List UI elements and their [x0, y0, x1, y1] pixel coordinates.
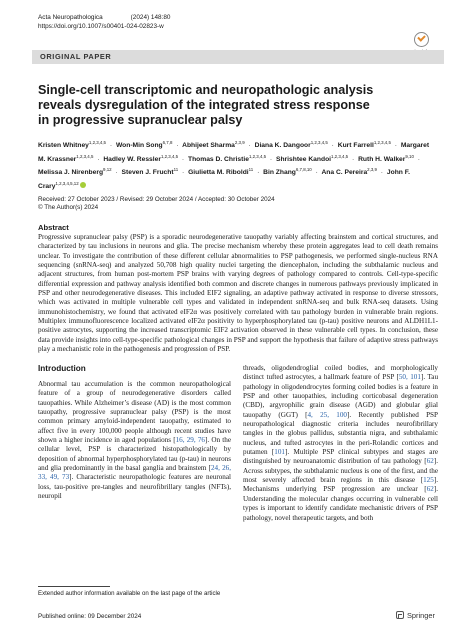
author-separator: ·	[182, 169, 185, 177]
author-separator: ·	[417, 155, 421, 163]
author-separator: ·	[269, 155, 273, 163]
author-name[interactable]: Margaret M. Krassner	[38, 142, 430, 163]
citation-link[interactable]: 4, 25, 100	[307, 410, 347, 419]
body-text-run: ]. Mechanisms underlying PSP progression are unclear [	[243, 476, 438, 494]
author-name[interactable]: Kurt Farrell	[337, 142, 374, 150]
body-column-right	[243, 364, 438, 523]
publisher-logo	[396, 611, 435, 620]
author-separator: ·	[315, 169, 318, 177]
author-affiliation: 9,12	[103, 167, 112, 173]
author-name[interactable]: Ruth H. Walker	[358, 155, 406, 163]
body-text-run: ]. Recently published PSP neuropathological diagnostic criteria includes neurofibrillary tangles in the globus pallidus, substantia nigra, and subthalamic nucleus, and tufted astrocytes in the peri-Rolandic cortices and putamen [	[243, 410, 438, 457]
author-affiliation: 2,3,9	[367, 167, 377, 173]
author-affiliation: 1,2,3,4,5	[88, 140, 106, 145]
body-text-run: ]. Understanding the molecular changes occurring in vulnerable cell types is important to identify candidate mechanistic drivers of PSP pathology, novel therapeutic targets, and both	[243, 485, 438, 522]
author-separator: ·	[176, 142, 179, 150]
author-name[interactable]: Melissa J. Nirenberg	[38, 169, 104, 177]
author-separator: ·	[331, 142, 334, 150]
footnote-divider	[38, 586, 110, 587]
author-name[interactable]: Thomas D. Christie	[188, 155, 249, 163]
abstract-heading: Abstract	[38, 223, 69, 232]
author-name[interactable]: John F. Crary	[38, 169, 410, 190]
article-type-badge: ORIGINAL PAPER	[32, 50, 444, 64]
body-text-run: threads, oligodendroglial coiled bodies, and morphologically distinct tufted astrocytes, a hallmark feature of PSP [	[243, 364, 438, 382]
article-title: Single-cell transcriptomic and neuropathologic analysis reveals dysregulation of the integrated stress response in progressive supranuclear palsy	[38, 83, 374, 127]
springer-horse-icon	[396, 611, 404, 619]
author-affiliation: 6,7,8	[162, 140, 173, 145]
author-name[interactable]: Won-Min Song	[115, 142, 163, 150]
author-name[interactable]: Diana K. Dangoor	[254, 142, 311, 150]
author-separator: ·	[394, 142, 397, 150]
author-separator: ·	[109, 142, 113, 150]
orcid-icon[interactable]	[80, 182, 86, 188]
citation-link[interactable]: 101	[274, 448, 285, 457]
body-text-run: Abnormal tau accumulation is the common neuropathological feature of a group of neurodegenerative disorders called tauopathies. While Alzheimer’s disease (AD) is the most common tauopathy, progressive supranuclear palsy (PSP) is the most common primary amyloid-independent tauopathy, estimated to affect five in every 100,000 people although recent studies have shown a higher incidence in aged populations [	[38, 380, 231, 445]
author-name[interactable]: Shrishtee Kandoi	[276, 155, 332, 163]
author-affiliation: 1,2,3,4,5	[373, 140, 391, 145]
author-affiliation: 6,7,8,10	[295, 167, 312, 173]
author-affiliation: 1,2,3,4,5,12	[55, 180, 79, 186]
author-affiliation: 1,2,3,4,5	[160, 153, 179, 159]
citation-link[interactable]: 125	[423, 476, 434, 485]
body-text-run: ]. On the cellular level, PSP is characterized histopathologically by deposition of abnormal hyperphosphorylated tau (p-tau) in neurons and glia predominantly in the basal ganglia and brainstem [	[38, 436, 232, 473]
author-separator: ·	[115, 169, 118, 177]
citation-link[interactable]: 50, 101	[398, 373, 421, 382]
citation-link[interactable]: 62	[426, 485, 434, 494]
copyright-line: © The Author(s) 2024	[38, 204, 99, 212]
abstract-section	[38, 223, 438, 354]
author-name[interactable]: Abhijeet Sharma	[182, 142, 235, 150]
author-separator: ·	[97, 155, 100, 163]
author-name[interactable]: Bin Zhang	[263, 169, 296, 177]
author-separator: ·	[181, 155, 185, 163]
citation-link[interactable]: 16, 29, 76	[175, 436, 205, 445]
author-name[interactable]: Hadley W. Ressler	[103, 155, 161, 163]
publisher-name: Springer	[407, 611, 435, 620]
author-affiliation: 1,2,3,4,5	[310, 140, 328, 145]
author-name[interactable]: Steven J. Frucht	[121, 169, 174, 177]
author-separator: ·	[257, 169, 260, 177]
journal-name: Acta Neuropathologica (2024) 148:80	[38, 14, 171, 21]
body-text-run: ]. Across subtypes, the subthalamic nucleus is one of the first, and the most severely affected brain regions in this disease [	[243, 457, 438, 485]
author-affiliation: 1,2,3,4,5	[76, 153, 94, 159]
abstract-text: Progressive supranuclear palsy (PSP) is a sporadic neurodegenerative tauopathy variably affecting brainstem and cortical structures, and characterized by tau inclusions in neurons and glia. The precise mechanism whereby these protein aggregates lead to cell death remains unclear. To investigate the contribution of these different cellular abnormalities to PSP pathogenesis, we performed single-nucleus RNA sequencing (snRNA-seq) and analyzed 50,708 high quality nuclei targeting the diencephalon, including the subthalamic nucleus and adjacent structures, from human post-mortem PSP brains with varying degrees of pathology compared to controls. Cell-type-specific differential expression and pathway analysis identified both common and discrete changes in numerous pathways previously implicated in PSP and other neurodegenerative diseases. This included EIF2 signaling, an adaptive pathway activated in response to diverse stressors, which was activated in multiple vulnerable cell types and validated in independent snRNA-seq and bulk RNA-seq datasets. Using immunohistochemistry, we found that activated eIF2α was positively correlated with tau pathology burden in vulnerable brain regions. Multiplex immunofluorescence localized activated eIF2α positivity to hyperphosphorylated tau (p-tau) positive neurons and ALDH1L1-positive astrocytes, supporting the increased transcriptomic EIF2 activation observed in these vulnerable cell types. In conclusion, these data provide insights into cell-type-specific pathological changes in PSP and support the hypothesis that failure of adaptive stress pathways play a mechanistic role in the pathogenesis and progression of PSP.	[38, 233, 438, 354]
body-text-run: ]. Characteristic neuropathologic features are neuronal loss, tau-positive pre-tangles and neurofibrillary tangles (NFTs), neuropil	[38, 473, 232, 501]
introduction-paragraph-left	[38, 380, 231, 501]
author-name[interactable]: Giulietta M. Riboldi	[188, 169, 249, 177]
journal-volume: (2024) 148:80	[130, 14, 171, 21]
introduction-heading: Introduction	[38, 364, 86, 373]
citation-link[interactable]: 24, 26, 33, 49, 73	[38, 464, 232, 482]
author-affiliation: 11	[173, 167, 179, 173]
body-text-run: ]. Tau pathology in oligodendrocytes forming coiled bodies is a feature in PSP and other tauopathies, including corticobasal degeneration (CBD), argyrophilic grain disease (AGD) and globular glial tauopathy (GGT) [	[243, 373, 439, 419]
check-for-updates-icon	[414, 32, 429, 47]
author-name[interactable]: Ana C. Pereira	[321, 169, 368, 177]
history-dates: Received: 27 October 2023 / Revised: 29 October 2024 / Accepted: 30 October 2024	[38, 196, 275, 203]
author-name[interactable]: Kristen Whitney	[38, 142, 89, 150]
article-dates	[38, 196, 275, 213]
body-text-run: ]. Multiple PSP clinical subtypes and stages are distinguished by neuroanatomic distribution of tau pathology [	[243, 448, 438, 466]
footnote: Extended author information available on the last page of the article	[38, 590, 221, 597]
author-separator: ·	[351, 155, 355, 163]
author-affiliation: 2,3,9	[234, 140, 245, 145]
author-affiliation: 9,10	[405, 153, 414, 159]
published-date: Published online: 09 December 2024	[38, 613, 142, 620]
author-separator: ·	[248, 142, 251, 150]
author-separator: ·	[380, 169, 384, 177]
author-affiliation: 1,2,3,4,5	[248, 153, 267, 159]
author-affiliation: 11	[248, 167, 254, 173]
author-affiliation: 1,2,3,4,5	[331, 153, 349, 159]
citation-link[interactable]: 62	[426, 457, 434, 466]
body-column-left	[38, 364, 231, 501]
doi-link[interactable]: https://doi.org/10.1007/s00401-024-02823-w	[38, 22, 164, 30]
author-list	[38, 138, 438, 192]
journal-header	[38, 14, 170, 31]
introduction-paragraph-right	[243, 364, 438, 523]
